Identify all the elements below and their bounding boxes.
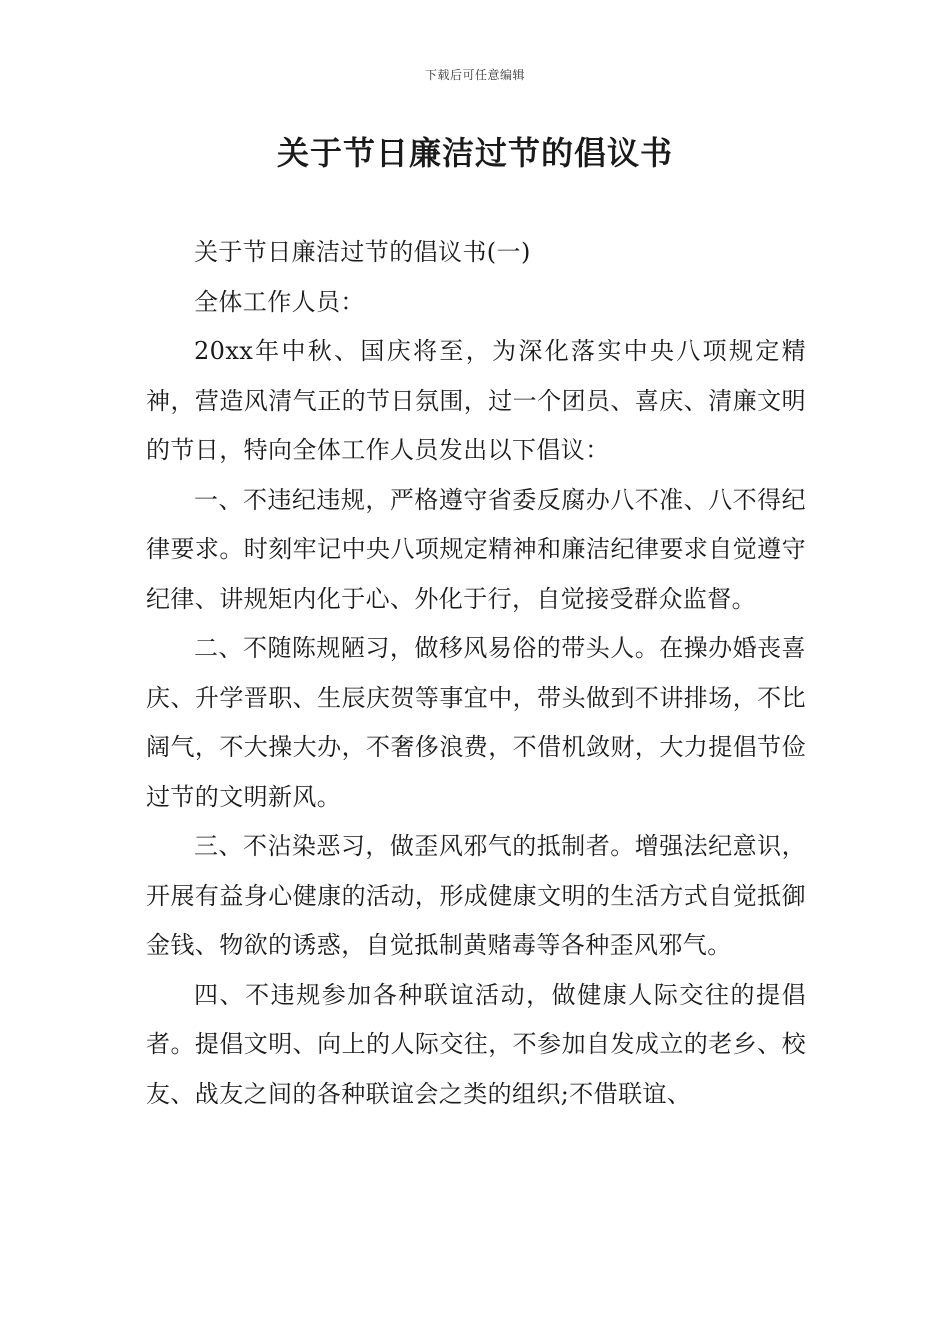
salutation-paragraph: 全体工作人员： xyxy=(194,287,365,316)
document-title: 关于节日廉洁过节的倡议书 xyxy=(276,134,673,172)
item-two-paragraph: 二、不随陈规陋习，做移风易俗的带头人。在操办婚丧喜庆、升学晋职、生辰庆贺等事宜中，带头做到不讲排场，不比阔气，不大操大办，不奢侈浪费，不借机敛财，大力提倡节俭过节的文明新风。 xyxy=(146,634,806,811)
document-body xyxy=(146,228,806,1119)
subtitle-paragraph: 关于节日廉洁过节的倡议书(一) xyxy=(194,238,531,266)
download-editable-note: 下载后可任意编辑 xyxy=(424,68,525,82)
item-three-paragraph: 三、不沾染恶习，做歪风邪气的抵制者。增强法纪意识，开展有益身心健康的活动，形成健康文明的生活方式自觉抵御金钱、物欲的诱惑，自觉抵制黄赌毒等各种歪风邪气。 xyxy=(146,832,806,959)
item-four-paragraph: 四、不违规参加各种联谊活动，做健康人际交往的提倡者。提倡文明、向上的人际交往，不参加自发成立的老乡、校友、战友之间的各种联谊会之类的组织;不借联谊、 xyxy=(146,980,806,1108)
item-one-paragraph: 一、不违纪违规，严格遵守省委反腐办八不准、八不得纪律要求。时刻牢记中央八项规定精神和廉洁纪律要求自觉遵守纪律、讲规矩内化于心、外化于行，自觉接受群众监督。 xyxy=(146,485,806,613)
intro-paragraph: 20xx年中秋、国庆将至，为深化落实中央八项规定精神，营造风清气正的节日氛围，过一个团员、喜庆、清廉文明的节日，特向全体工作人员发出以下倡议： xyxy=(146,337,806,464)
